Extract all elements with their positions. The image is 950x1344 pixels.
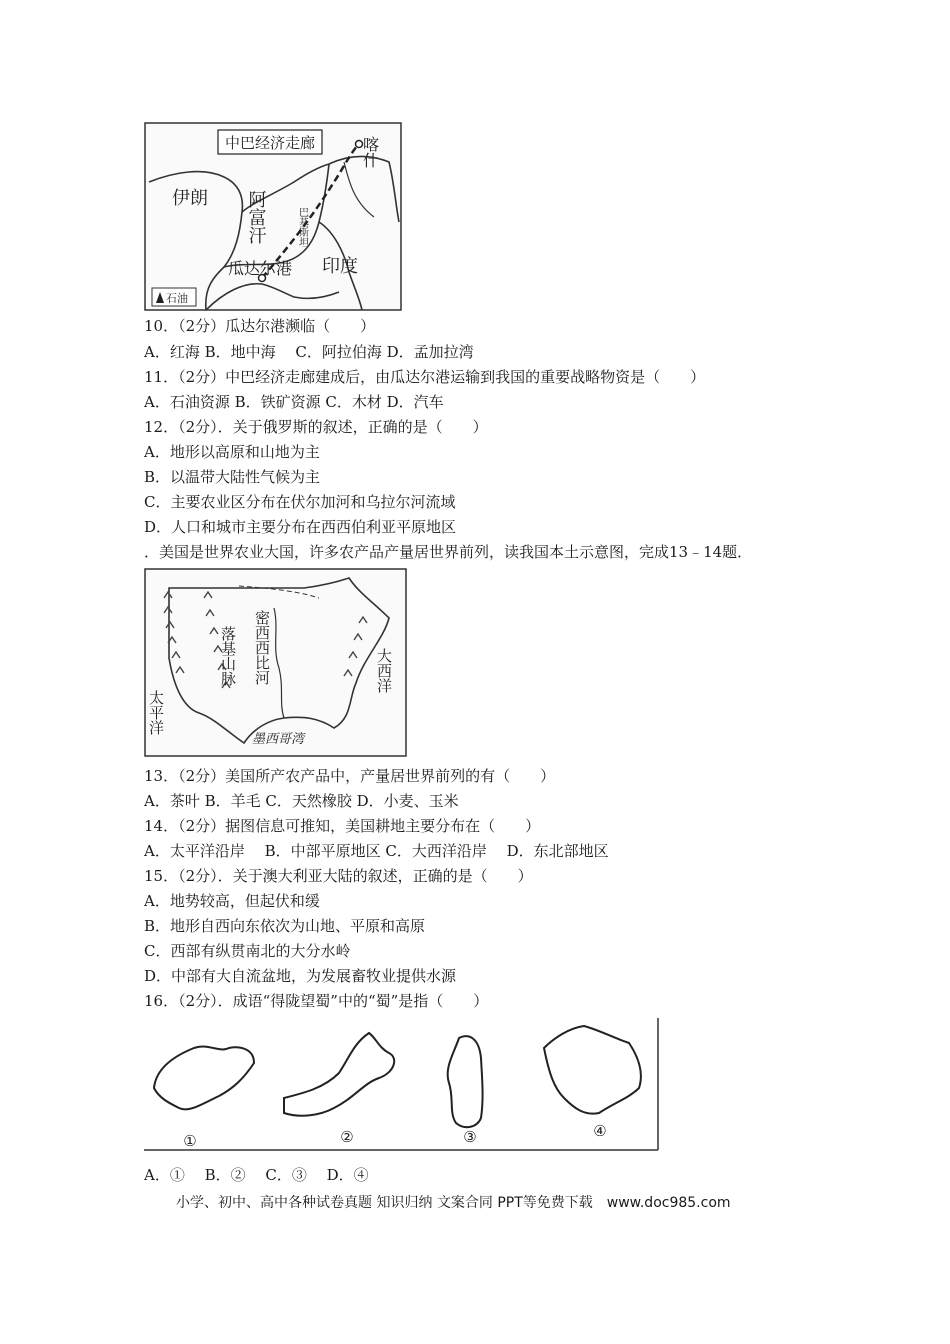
legend-oil: 石油 <box>166 292 188 305</box>
shape-4 <box>544 1026 641 1114</box>
label-rocky: 落基山脉 <box>219 626 237 686</box>
map-usa <box>144 568 408 758</box>
shape-3 <box>448 1036 483 1127</box>
shape-label-1: ① <box>183 1132 197 1150</box>
question-11: 11．（2分）中巴经济走廊建成后，由瓜达尔港运输到我国的重要战略物资是（ ） <box>144 368 706 386</box>
map-cpec <box>144 122 404 312</box>
map1-title: 中巴经济走廊 <box>224 134 316 152</box>
question-16-options: A．① B．② C．③ D．④ <box>144 1166 369 1184</box>
passage-usa: ．美国是世界农业大国，许多农产品产量居世界前列，读我国本土示意图，完成13﹣14题． <box>144 543 753 561</box>
question-15-option-b: B．地形自西向东依次为山地、平原和高原 <box>144 917 426 935</box>
label-mississippi: 密西西比河 <box>253 610 271 685</box>
question-12-option-b: B．以温带大陆性气候为主 <box>144 468 321 486</box>
label-pacific: 太平洋 <box>147 690 165 735</box>
question-15-option-c: C．西部有纵贯南北的大分水岭 <box>144 942 351 960</box>
shape-label-3: ③ <box>463 1128 477 1146</box>
question-14: 14．（2分）据图信息可推知，美国耕地主要分布在（ ） <box>144 817 541 835</box>
question-16: 16．（2分）．成语“得陇望蜀”中的“蜀”是指（ ） <box>144 992 489 1010</box>
label-gulf: 墨西哥湾 <box>252 732 305 747</box>
question-10: 10．（2分）瓜达尔港濒临（ ） <box>144 317 376 335</box>
question-15-option-a: A．地势较高，但起伏和缓 <box>144 892 320 910</box>
label-kashgar: 喀什 <box>360 136 380 168</box>
shape-1 <box>154 1047 254 1110</box>
shape-label-2: ② <box>340 1128 354 1146</box>
label-atlantic: 大西洋 <box>375 648 393 693</box>
question-14-options: A．太平洋沿岸 B．中部平原地区 C．大西洋沿岸 D．东北部地区 <box>144 842 609 860</box>
question-15-option-d: D．中部有大自流盆地，为发展畜牧业提供水源 <box>144 967 457 985</box>
question-11-options: A．石油资源 B．铁矿资源 C．木材 D．汽车 <box>144 393 444 411</box>
label-iran: 伊朗 <box>172 188 208 209</box>
question-12-option-d: D．人口和城市主要分布在西西伯利亚平原地区 <box>144 518 457 536</box>
question-13: 13．（2分）美国所产农产品中，产量居世界前列的有（ ） <box>144 767 556 785</box>
question-12-option-a: A．地形以高原和山地为主 <box>144 443 320 461</box>
question-12: 12．（2分）．关于俄罗斯的叙述，正确的是（ ） <box>144 418 488 436</box>
question-10-options: A．红海 B．地中海 C．阿拉伯海 D．孟加拉湾 <box>144 343 474 361</box>
shape-label-4: ④ <box>593 1122 607 1140</box>
question-13-options: A．茶叶 B．羊毛 C．天然橡胶 D．小麦、玉米 <box>144 792 459 810</box>
label-india: 印度 <box>322 256 358 277</box>
label-gwadar: 瓜达尔港 <box>228 259 293 278</box>
label-afghanistan: 阿富汗 <box>245 190 267 244</box>
province-shapes <box>144 1018 660 1152</box>
footer-text: 小学、初中、高中各种试卷真题 知识归纳 文案合同 PPT等免费下载 www.doc985.com <box>176 1195 731 1211</box>
label-pakistan: 巴基斯坦 <box>296 207 308 247</box>
question-12-option-c: C．主要农业区分布在伏尔加河和乌拉尔河流域 <box>144 493 456 511</box>
shape-2 <box>284 1033 394 1116</box>
question-15: 15．（2分）．关于澳大利亚大陆的叙述，正确的是（ ） <box>144 867 533 885</box>
